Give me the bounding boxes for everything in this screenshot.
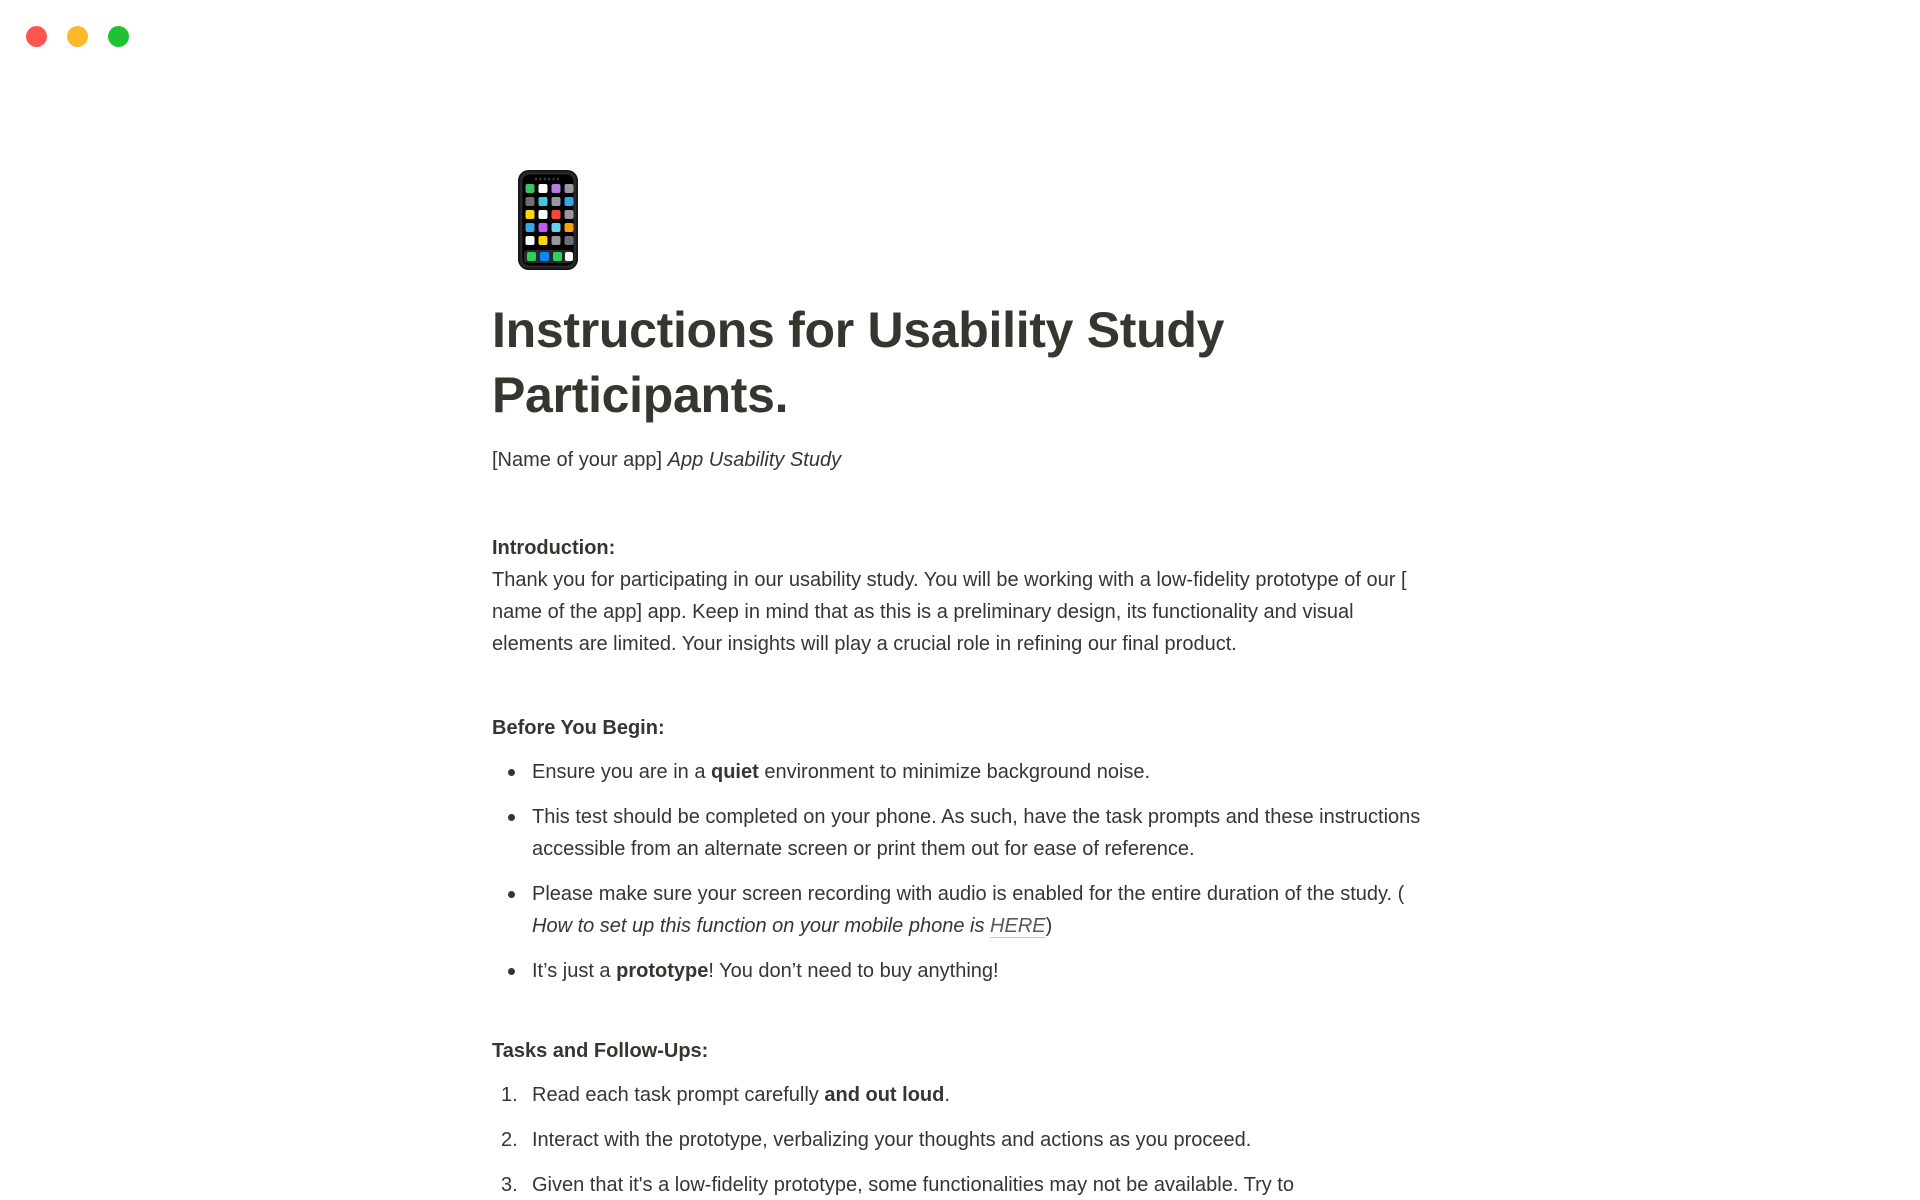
text-run-italic: How to set up this function on your mobile phone is [532, 915, 991, 937]
subtitle [492, 444, 1428, 476]
list-item [492, 801, 1428, 865]
text-run-bold: prototype [616, 960, 709, 982]
here-link[interactable]: HERE [990, 915, 1046, 937]
text-run: ) [1045, 915, 1053, 937]
text-run: Given that it's a low-fidelity prototype, some functionalities may not be available. Try to [532, 1174, 1294, 1196]
intro-section [492, 532, 1428, 660]
list-number: 1. [501, 1084, 518, 1106]
text-run: . [944, 1084, 950, 1106]
list-number: 2. [501, 1129, 518, 1151]
before-heading: Before You Begin: [492, 717, 665, 739]
list-item [492, 1124, 1428, 1156]
tasks-list [492, 1079, 1428, 1200]
list-item [492, 1079, 1428, 1111]
list-number: 3. [501, 1174, 518, 1196]
minimize-button[interactable] [67, 26, 88, 47]
text-run: ! You don’t need to buy anything! [708, 960, 999, 982]
list-item [492, 878, 1428, 942]
text-run: Interact with the prototype, verbalizing your thoughts and actions as you proceed. [532, 1129, 1252, 1151]
subtitle-plain: [Name of your app] [492, 449, 668, 471]
intro-heading: Introduction: [492, 537, 616, 559]
text-run: This test should be completed on your phone. As such, have the task prompts and these instructions accessible from an alternate screen or print them out for ease of reference. [532, 806, 1421, 860]
intro-body: Thank you for participating in our usability study. You will be working with a low-fidelity prototype of our [ name of the app] app. Keep in mind that as this is a preliminary design, its functionality and visual elements are limited. Your insights will play a crucial role in refining our final product. [492, 569, 1407, 655]
subtitle-italic: App Usability Study [667, 449, 842, 471]
window-controls [26, 26, 129, 47]
list-item [492, 756, 1428, 788]
text-run: Please make sure your screen recording with audio is enabled for the entire duration of the study. ( [532, 883, 1405, 905]
text-run: It’s just a [532, 960, 617, 982]
text-run-bold: and out loud [824, 1084, 945, 1106]
page [492, 0, 1428, 1200]
zoom-button[interactable] [108, 26, 129, 47]
list-item [492, 1169, 1428, 1200]
text-run: environment to minimize background noise. [758, 761, 1151, 783]
text-run-bold: quiet [711, 761, 759, 783]
text-run: Read each task prompt carefully [532, 1084, 825, 1106]
close-button[interactable] [26, 26, 47, 47]
list-item [492, 955, 1428, 987]
page-title: Instructions for Usability Study Participants. [492, 302, 1225, 423]
text-run: Ensure you are in a [532, 761, 711, 783]
mobile-phone-icon[interactable] [518, 170, 578, 270]
before-list [492, 756, 1428, 987]
tasks-heading: Tasks and Follow-Ups: [492, 1040, 709, 1062]
